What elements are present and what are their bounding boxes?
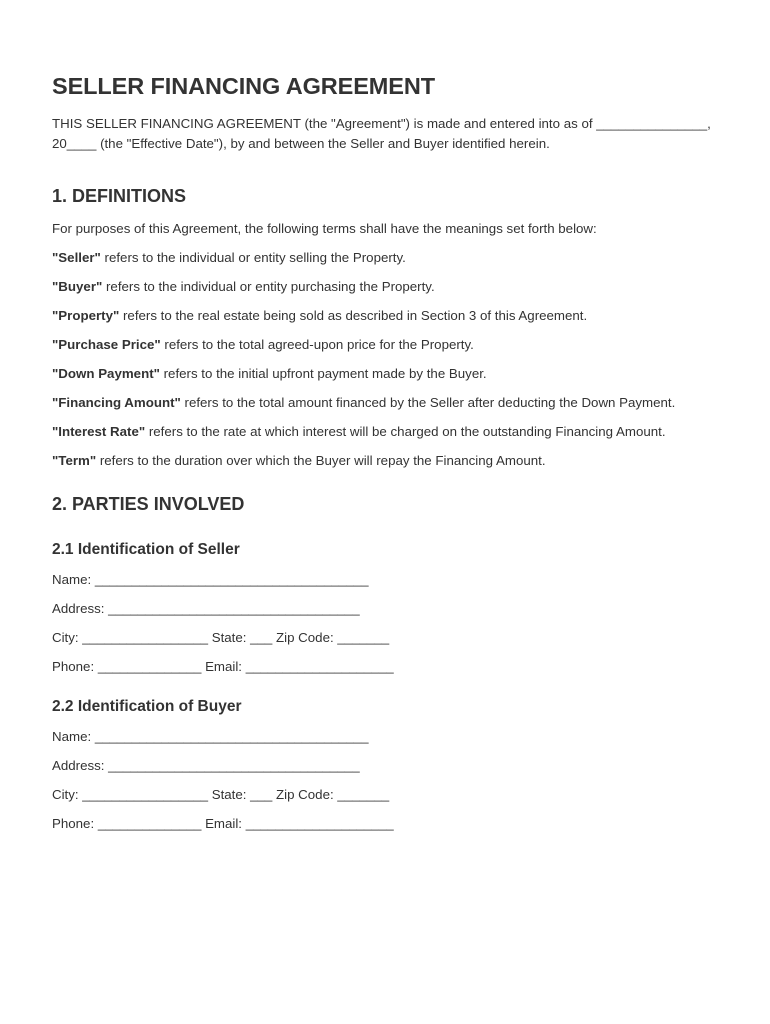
definition-term: "Interest Rate": [52, 424, 146, 439]
seller-address-field: Address: __________________________________: [52, 601, 360, 616]
seller-phone-email-field: Phone: ______________ Email: ____________________: [52, 659, 394, 674]
definition-purchase-price: [52, 335, 722, 355]
definition-text: refers to the real estate being sold as described in Section 3 of this Agreement.: [119, 308, 588, 323]
buyer-phone-email-field: Phone: ______________ Email: ____________________: [52, 816, 394, 831]
definition-text: refers to the initial upfront payment made by the Buyer.: [159, 366, 487, 381]
definition-text: refers to the total amount financed by the Seller after deducting the Down Payment.: [180, 395, 676, 410]
definition-term: "Property": [52, 308, 120, 323]
definition-buyer: [52, 277, 722, 297]
definition-text: refers to the duration over which the Buyer will repay the Financing Amount.: [96, 453, 546, 468]
definitions-heading: 1. DEFINITIONS: [52, 186, 187, 206]
definition-text: refers to the total agreed-upon price for the Property.: [160, 337, 474, 352]
definition-text: refers to the individual or entity purchasing the Property.: [102, 279, 435, 294]
definition-property: [52, 306, 722, 326]
definition-financing-amount: [52, 393, 722, 413]
definitions-lead: For purposes of this Agreement, the following terms shall have the meanings set forth below:: [52, 221, 597, 236]
seller-name-field: Name: _____________________________________: [52, 572, 369, 587]
definition-text: refers to the individual or entity selling the Property.: [100, 250, 406, 265]
document-title: SELLER FINANCING AGREEMENT: [52, 73, 435, 99]
document-page: [52, 72, 722, 834]
definition-term: "Seller": [52, 250, 101, 265]
buyer-identification-heading: 2.2 Identification of Buyer: [52, 698, 242, 715]
definition-down-payment: [52, 364, 722, 384]
definition-term-duration: [52, 451, 722, 471]
definition-text: refers to the rate at which interest will be charged on the outstanding Financing Amount.: [145, 424, 666, 439]
parties-heading: 2. PARTIES INVOLVED: [52, 494, 245, 514]
seller-city-state-zip-field: City: _________________ State: ___ Zip Code: _______: [52, 630, 390, 645]
definition-term: "Down Payment": [52, 366, 160, 381]
buyer-city-state-zip-field: City: _________________ State: ___ Zip Code: _______: [52, 787, 390, 802]
seller-identification-heading: 2.1 Identification of Seller: [52, 541, 240, 558]
definition-interest-rate: [52, 422, 722, 442]
definition-term: "Financing Amount": [52, 395, 181, 410]
definition-term: "Term": [52, 453, 97, 468]
buyer-name-field: Name: _____________________________________: [52, 729, 369, 744]
definition-term: "Purchase Price": [52, 337, 161, 352]
intro-paragraph: THIS SELLER FINANCING AGREEMENT (the "Agreement") is made and entered into as of _______________, 20____ (the "Effective Date"), by and between the Seller and Buyer identified herein.: [52, 116, 711, 151]
buyer-address-field: Address: __________________________________: [52, 758, 360, 773]
definition-term: "Buyer": [52, 279, 103, 294]
definition-seller: [52, 248, 722, 268]
